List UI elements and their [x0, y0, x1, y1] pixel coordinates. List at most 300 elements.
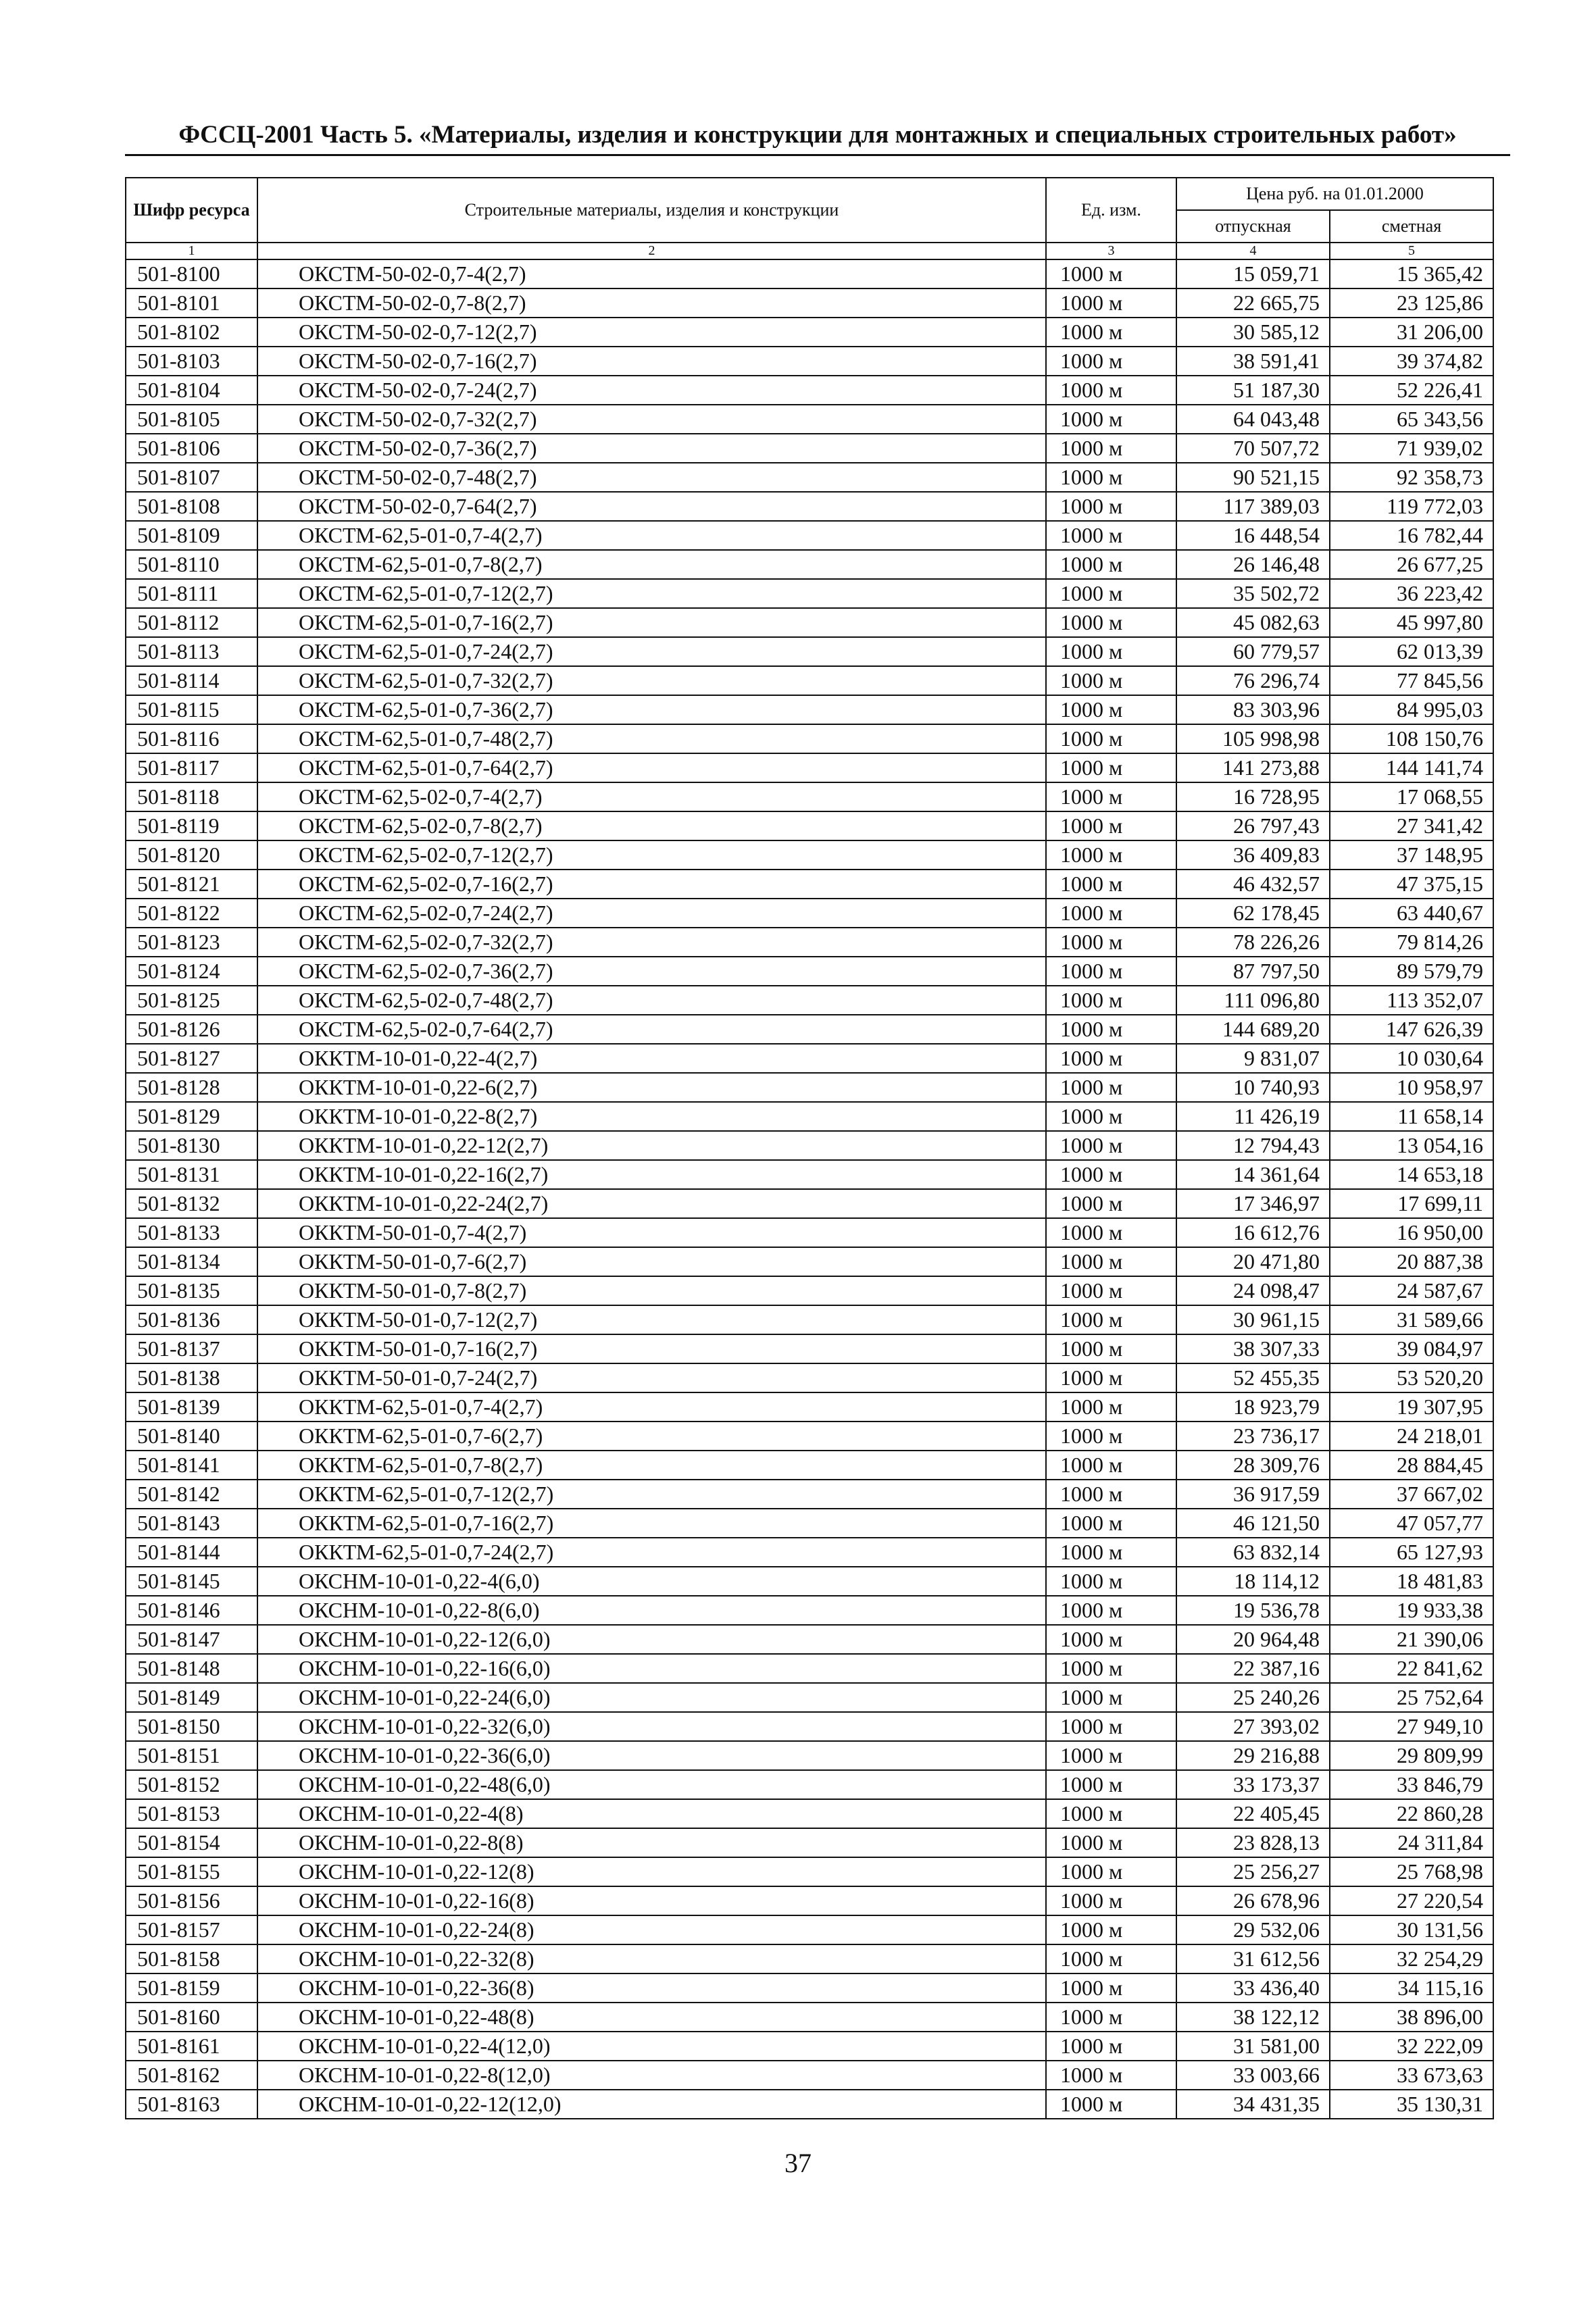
unit-cell: 1000 м	[1046, 1102, 1176, 1131]
unit-cell: 1000 м	[1046, 1044, 1176, 1073]
material-name-cell: ОККТМ-62,5-01-0,7-12(2,7)	[257, 1480, 1046, 1509]
release-price-cell: 26 678,96	[1176, 1886, 1330, 1915]
material-name-cell: ОКСТМ-50-02-0,7-8(2,7)	[257, 288, 1046, 318]
material-name-cell: ОККТМ-10-01-0,22-8(2,7)	[257, 1102, 1046, 1131]
resource-code-cell: 501-8160	[126, 2003, 257, 2032]
resource-code-cell: 501-8134	[126, 1247, 257, 1276]
column-number: 4	[1176, 243, 1330, 259]
material-name-cell: ОКСТМ-62,5-01-0,7-64(2,7)	[257, 753, 1046, 782]
table-row	[126, 492, 1493, 521]
table-row	[126, 2003, 1493, 2032]
estimate-price-cell: 22 860,28	[1330, 1799, 1493, 1828]
table-row	[126, 1596, 1493, 1625]
estimate-price-cell: 65 127,93	[1330, 1538, 1493, 1567]
release-price-cell: 76 296,74	[1176, 666, 1330, 695]
estimate-price-cell: 29 809,99	[1330, 1741, 1493, 1770]
release-price-cell: 63 832,14	[1176, 1538, 1330, 1567]
unit-cell: 1000 м	[1046, 1160, 1176, 1189]
unit-cell: 1000 м	[1046, 811, 1176, 840]
unit-cell: 1000 м	[1046, 1509, 1176, 1538]
resource-code-cell: 501-8133	[126, 1218, 257, 1247]
header-price-release: отпускная	[1176, 210, 1330, 243]
resource-code-cell: 501-8100	[126, 259, 257, 288]
unit-cell: 1000 м	[1046, 2032, 1176, 2061]
resource-code-cell: 501-8155	[126, 1857, 257, 1886]
material-name-cell: ОКСТМ-62,5-02-0,7-12(2,7)	[257, 840, 1046, 870]
release-price-cell: 17 346,97	[1176, 1189, 1330, 1218]
material-name-cell: ОКСНМ-10-01-0,22-32(6,0)	[257, 1712, 1046, 1741]
unit-cell: 1000 м	[1046, 2003, 1176, 2032]
price-table	[125, 177, 1494, 2119]
unit-cell: 1000 м	[1046, 724, 1176, 753]
release-price-cell: 30 585,12	[1176, 318, 1330, 347]
material-name-cell: ОККТМ-50-01-0,7-16(2,7)	[257, 1334, 1046, 1363]
table-row	[126, 1712, 1493, 1741]
table-row	[126, 666, 1493, 695]
unit-cell: 1000 м	[1046, 1538, 1176, 1567]
unit-cell: 1000 м	[1046, 1015, 1176, 1044]
resource-code-cell: 501-8149	[126, 1683, 257, 1712]
table-row	[126, 957, 1493, 986]
release-price-cell: 26 797,43	[1176, 811, 1330, 840]
unit-cell: 1000 м	[1046, 1305, 1176, 1334]
header-name: Строительные материалы, изделия и конструкции	[257, 178, 1046, 243]
material-name-cell: ОКСТМ-50-02-0,7-48(2,7)	[257, 463, 1046, 492]
unit-cell: 1000 м	[1046, 2090, 1176, 2119]
estimate-price-cell: 71 939,02	[1330, 434, 1493, 463]
estimate-price-cell: 39 374,82	[1330, 347, 1493, 376]
unit-cell: 1000 м	[1046, 318, 1176, 347]
release-price-cell: 144 689,20	[1176, 1015, 1330, 1044]
estimate-price-cell: 33 846,79	[1330, 1770, 1493, 1799]
material-name-cell: ОККТМ-62,5-01-0,7-8(2,7)	[257, 1451, 1046, 1480]
resource-code-cell: 501-8148	[126, 1654, 257, 1683]
estimate-price-cell: 15 365,42	[1330, 259, 1493, 288]
estimate-price-cell: 16 782,44	[1330, 521, 1493, 550]
unit-cell: 1000 м	[1046, 550, 1176, 579]
release-price-cell: 14 361,64	[1176, 1160, 1330, 1189]
table-row	[126, 724, 1493, 753]
table-row	[126, 1828, 1493, 1857]
release-price-cell: 20 471,80	[1176, 1247, 1330, 1276]
release-price-cell: 31 612,56	[1176, 1944, 1330, 1973]
resource-code-cell: 501-8144	[126, 1538, 257, 1567]
table-row	[126, 1625, 1493, 1654]
estimate-price-cell: 38 896,00	[1330, 2003, 1493, 2032]
release-price-cell: 64 043,48	[1176, 405, 1330, 434]
unit-cell: 1000 м	[1046, 1596, 1176, 1625]
unit-cell: 1000 м	[1046, 753, 1176, 782]
unit-cell: 1000 м	[1046, 1363, 1176, 1392]
table-row	[126, 986, 1493, 1015]
material-name-cell: ОКСНМ-10-01-0,22-36(8)	[257, 1973, 1046, 2003]
estimate-price-cell: 79 814,26	[1330, 928, 1493, 957]
resource-code-cell: 501-8153	[126, 1799, 257, 1828]
unit-cell: 1000 м	[1046, 1276, 1176, 1305]
release-price-cell: 33 173,37	[1176, 1770, 1330, 1799]
release-price-cell: 45 082,63	[1176, 608, 1330, 637]
resource-code-cell: 501-8130	[126, 1131, 257, 1160]
estimate-price-cell: 53 520,20	[1330, 1363, 1493, 1392]
estimate-price-cell: 47 057,77	[1330, 1509, 1493, 1538]
material-name-cell: ОКСНМ-10-01-0,22-8(12,0)	[257, 2061, 1046, 2090]
release-price-cell: 31 581,00	[1176, 2032, 1330, 2061]
release-price-cell: 36 409,83	[1176, 840, 1330, 870]
release-price-cell: 22 665,75	[1176, 288, 1330, 318]
release-price-cell: 10 740,93	[1176, 1073, 1330, 1102]
resource-code-cell: 501-8107	[126, 463, 257, 492]
unit-cell: 1000 м	[1046, 1973, 1176, 2003]
estimate-price-cell: 11 658,14	[1330, 1102, 1493, 1131]
table-row	[126, 579, 1493, 608]
resource-code-cell: 501-8135	[126, 1276, 257, 1305]
table-row	[126, 550, 1493, 579]
release-price-cell: 36 917,59	[1176, 1480, 1330, 1509]
table-row	[126, 288, 1493, 318]
unit-cell: 1000 м	[1046, 957, 1176, 986]
unit-cell: 1000 м	[1046, 1712, 1176, 1741]
resource-code-cell: 501-8123	[126, 928, 257, 957]
resource-code-cell: 501-8163	[126, 2090, 257, 2119]
release-price-cell: 25 240,26	[1176, 1683, 1330, 1712]
resource-code-cell: 501-8143	[126, 1509, 257, 1538]
unit-cell: 1000 м	[1046, 986, 1176, 1015]
resource-code-cell: 501-8131	[126, 1160, 257, 1189]
estimate-price-cell: 33 673,63	[1330, 2061, 1493, 2090]
release-price-cell: 26 146,48	[1176, 550, 1330, 579]
header-unit: Ед. изм.	[1046, 178, 1176, 243]
release-price-cell: 111 096,80	[1176, 986, 1330, 1015]
release-price-cell: 60 779,57	[1176, 637, 1330, 666]
material-name-cell: ОККТМ-10-01-0,22-24(2,7)	[257, 1189, 1046, 1218]
estimate-price-cell: 31 206,00	[1330, 318, 1493, 347]
release-price-cell: 46 121,50	[1176, 1509, 1330, 1538]
material-name-cell: ОКСТМ-62,5-01-0,7-32(2,7)	[257, 666, 1046, 695]
table-row	[126, 1915, 1493, 1944]
material-name-cell: ОККТМ-50-01-0,7-12(2,7)	[257, 1305, 1046, 1334]
resource-code-cell: 501-8157	[126, 1915, 257, 1944]
unit-cell: 1000 м	[1046, 1247, 1176, 1276]
table-row	[126, 1305, 1493, 1334]
unit-cell: 1000 м	[1046, 521, 1176, 550]
unit-cell: 1000 м	[1046, 1915, 1176, 1944]
resource-code-cell: 501-8161	[126, 2032, 257, 2061]
release-price-cell: 23 736,17	[1176, 1422, 1330, 1451]
unit-cell: 1000 м	[1046, 1625, 1176, 1654]
material-name-cell: ОКСТМ-62,5-01-0,7-24(2,7)	[257, 637, 1046, 666]
resource-code-cell: 501-8139	[126, 1392, 257, 1422]
unit-cell: 1000 м	[1046, 695, 1176, 724]
estimate-price-cell: 17 699,11	[1330, 1189, 1493, 1218]
resource-code-cell: 501-8121	[126, 870, 257, 899]
unit-cell: 1000 м	[1046, 288, 1176, 318]
material-name-cell: ОКСТМ-62,5-01-0,7-48(2,7)	[257, 724, 1046, 753]
resource-code-cell: 501-8159	[126, 1973, 257, 2003]
release-price-cell: 16 612,76	[1176, 1218, 1330, 1247]
resource-code-cell: 501-8138	[126, 1363, 257, 1392]
estimate-price-cell: 27 949,10	[1330, 1712, 1493, 1741]
table-row	[126, 521, 1493, 550]
estimate-price-cell: 77 845,56	[1330, 666, 1493, 695]
resource-code-cell: 501-8122	[126, 899, 257, 928]
unit-cell: 1000 м	[1046, 637, 1176, 666]
release-price-cell: 24 098,47	[1176, 1276, 1330, 1305]
estimate-price-cell: 34 115,16	[1330, 1973, 1493, 2003]
unit-cell: 1000 м	[1046, 1189, 1176, 1218]
material-name-cell: ОКСТМ-62,5-02-0,7-32(2,7)	[257, 928, 1046, 957]
release-price-cell: 90 521,15	[1176, 463, 1330, 492]
estimate-price-cell: 14 653,18	[1330, 1160, 1493, 1189]
resource-code-cell: 501-8150	[126, 1712, 257, 1741]
release-price-cell: 20 964,48	[1176, 1625, 1330, 1654]
unit-cell: 1000 м	[1046, 1944, 1176, 1973]
table-row	[126, 1015, 1493, 1044]
estimate-price-cell: 35 130,31	[1330, 2090, 1493, 2119]
table-row	[126, 1276, 1493, 1305]
table-row	[126, 347, 1493, 376]
estimate-price-cell: 16 950,00	[1330, 1218, 1493, 1247]
estimate-price-cell: 147 626,39	[1330, 1015, 1493, 1044]
material-name-cell: ОКСНМ-10-01-0,22-8(8)	[257, 1828, 1046, 1857]
release-price-cell: 38 307,33	[1176, 1334, 1330, 1363]
release-price-cell: 22 405,45	[1176, 1799, 1330, 1828]
table-row	[126, 1538, 1493, 1567]
material-name-cell: ОКСНМ-10-01-0,22-4(8)	[257, 1799, 1046, 1828]
release-price-cell: 105 998,98	[1176, 724, 1330, 753]
unit-cell: 1000 м	[1046, 1683, 1176, 1712]
estimate-price-cell: 63 440,67	[1330, 899, 1493, 928]
release-price-cell: 30 961,15	[1176, 1305, 1330, 1334]
column-number: 3	[1046, 243, 1176, 259]
material-name-cell: ОККТМ-50-01-0,7-6(2,7)	[257, 1247, 1046, 1276]
unit-cell: 1000 м	[1046, 928, 1176, 957]
table-row	[126, 1451, 1493, 1480]
estimate-price-cell: 27 341,42	[1330, 811, 1493, 840]
estimate-price-cell: 30 131,56	[1330, 1915, 1493, 1944]
resource-code-cell: 501-8127	[126, 1044, 257, 1073]
release-price-cell: 29 216,88	[1176, 1741, 1330, 1770]
header-rule	[125, 154, 1510, 156]
material-name-cell: ОКСНМ-10-01-0,22-48(8)	[257, 2003, 1046, 2032]
table-row	[126, 840, 1493, 870]
material-name-cell: ОКСНМ-10-01-0,22-16(6,0)	[257, 1654, 1046, 1683]
table-row	[126, 1044, 1493, 1073]
material-name-cell: ОКСНМ-10-01-0,22-12(6,0)	[257, 1625, 1046, 1654]
unit-cell: 1000 м	[1046, 1567, 1176, 1596]
material-name-cell: ОККТМ-10-01-0,22-4(2,7)	[257, 1044, 1046, 1073]
table-row	[126, 2090, 1493, 2119]
release-price-cell: 141 273,88	[1176, 753, 1330, 782]
unit-cell: 1000 м	[1046, 666, 1176, 695]
table-row	[126, 1886, 1493, 1915]
material-name-cell: ОКСНМ-10-01-0,22-12(12,0)	[257, 2090, 1046, 2119]
estimate-price-cell: 28 884,45	[1330, 1451, 1493, 1480]
unit-cell: 1000 м	[1046, 899, 1176, 928]
estimate-price-cell: 144 141,74	[1330, 753, 1493, 782]
material-name-cell: ОКСТМ-62,5-02-0,7-4(2,7)	[257, 782, 1046, 811]
estimate-price-cell: 119 772,03	[1330, 492, 1493, 521]
material-name-cell: ОКСТМ-62,5-02-0,7-24(2,7)	[257, 899, 1046, 928]
table-row	[126, 1073, 1493, 1102]
resource-code-cell: 501-8105	[126, 405, 257, 434]
header-price-estimate: сметная	[1330, 210, 1493, 243]
unit-cell: 1000 м	[1046, 782, 1176, 811]
table-row	[126, 928, 1493, 957]
table-row	[126, 1944, 1493, 1973]
table-row	[126, 1102, 1493, 1131]
material-name-cell: ОКСНМ-10-01-0,22-24(6,0)	[257, 1683, 1046, 1712]
table-row	[126, 376, 1493, 405]
material-name-cell: ОККТМ-10-01-0,22-6(2,7)	[257, 1073, 1046, 1102]
material-name-cell: ОКСНМ-10-01-0,22-16(8)	[257, 1886, 1046, 1915]
table-row	[126, 1422, 1493, 1451]
material-name-cell: ОКСТМ-50-02-0,7-36(2,7)	[257, 434, 1046, 463]
release-price-cell: 38 591,41	[1176, 347, 1330, 376]
estimate-price-cell: 31 589,66	[1330, 1305, 1493, 1334]
release-price-cell: 25 256,27	[1176, 1857, 1330, 1886]
resource-code-cell: 501-8112	[126, 608, 257, 637]
unit-cell: 1000 м	[1046, 259, 1176, 288]
release-price-cell: 87 797,50	[1176, 957, 1330, 986]
resource-code-cell: 501-8154	[126, 1828, 257, 1857]
table-row	[126, 1160, 1493, 1189]
release-price-cell: 46 432,57	[1176, 870, 1330, 899]
estimate-price-cell: 25 752,64	[1330, 1683, 1493, 1712]
unit-cell: 1000 м	[1046, 492, 1176, 521]
material-name-cell: ОККТМ-50-01-0,7-8(2,7)	[257, 1276, 1046, 1305]
material-name-cell: ОКСТМ-50-02-0,7-4(2,7)	[257, 259, 1046, 288]
release-price-cell: 16 728,95	[1176, 782, 1330, 811]
material-name-cell: ОККТМ-50-01-0,7-4(2,7)	[257, 1218, 1046, 1247]
material-name-cell: ОКСНМ-10-01-0,22-12(8)	[257, 1857, 1046, 1886]
table-row	[126, 2032, 1493, 2061]
material-name-cell: ОКСНМ-10-01-0,22-4(12,0)	[257, 2032, 1046, 2061]
table-row	[126, 1799, 1493, 1828]
resource-code-cell: 501-8142	[126, 1480, 257, 1509]
estimate-price-cell: 84 995,03	[1330, 695, 1493, 724]
resource-code-cell: 501-8113	[126, 637, 257, 666]
table-row	[126, 811, 1493, 840]
table-row	[126, 463, 1493, 492]
material-name-cell: ОККТМ-10-01-0,22-12(2,7)	[257, 1131, 1046, 1160]
resource-code-cell: 501-8158	[126, 1944, 257, 1973]
release-price-cell: 23 828,13	[1176, 1828, 1330, 1857]
table-row	[126, 318, 1493, 347]
resource-code-cell: 501-8120	[126, 840, 257, 870]
material-name-cell: ОКСНМ-10-01-0,22-32(8)	[257, 1944, 1046, 1973]
material-name-cell: ОККТМ-50-01-0,7-24(2,7)	[257, 1363, 1046, 1392]
release-price-cell: 12 794,43	[1176, 1131, 1330, 1160]
material-name-cell: ОКСТМ-62,5-01-0,7-16(2,7)	[257, 608, 1046, 637]
estimate-price-cell: 32 254,29	[1330, 1944, 1493, 1973]
column-number: 2	[257, 243, 1046, 259]
release-price-cell: 29 532,06	[1176, 1915, 1330, 1944]
unit-cell: 1000 м	[1046, 1654, 1176, 1683]
estimate-price-cell: 62 013,39	[1330, 637, 1493, 666]
resource-code-cell: 501-8147	[126, 1625, 257, 1654]
resource-code-cell: 501-8114	[126, 666, 257, 695]
resource-code-cell: 501-8111	[126, 579, 257, 608]
table-row	[126, 405, 1493, 434]
estimate-price-cell: 92 358,73	[1330, 463, 1493, 492]
release-price-cell: 11 426,19	[1176, 1102, 1330, 1131]
material-name-cell: ОКСНМ-10-01-0,22-36(6,0)	[257, 1741, 1046, 1770]
unit-cell: 1000 м	[1046, 1480, 1176, 1509]
resource-code-cell: 501-8128	[126, 1073, 257, 1102]
table-row	[126, 1741, 1493, 1770]
resource-code-cell: 501-8125	[126, 986, 257, 1015]
estimate-price-cell: 52 226,41	[1330, 376, 1493, 405]
estimate-price-cell: 108 150,76	[1330, 724, 1493, 753]
release-price-cell: 18 923,79	[1176, 1392, 1330, 1422]
table-row	[126, 1334, 1493, 1363]
material-name-cell: ОККТМ-62,5-01-0,7-16(2,7)	[257, 1509, 1046, 1538]
material-name-cell: ОКСТМ-62,5-02-0,7-8(2,7)	[257, 811, 1046, 840]
unit-cell: 1000 м	[1046, 405, 1176, 434]
estimate-price-cell: 17 068,55	[1330, 782, 1493, 811]
release-price-cell: 33 003,66	[1176, 2061, 1330, 2090]
material-name-cell: ОКСТМ-62,5-01-0,7-36(2,7)	[257, 695, 1046, 724]
unit-cell: 1000 м	[1046, 608, 1176, 637]
material-name-cell: ОКСТМ-62,5-02-0,7-48(2,7)	[257, 986, 1046, 1015]
page-number: 37	[784, 2148, 812, 2178]
table-row	[126, 1480, 1493, 1509]
estimate-price-cell: 19 933,38	[1330, 1596, 1493, 1625]
resource-code-cell: 501-8101	[126, 288, 257, 318]
release-price-cell: 15 059,71	[1176, 259, 1330, 288]
release-price-cell: 18 114,12	[1176, 1567, 1330, 1596]
unit-cell: 1000 м	[1046, 1886, 1176, 1915]
table-row	[126, 608, 1493, 637]
material-name-cell: ОКСТМ-62,5-02-0,7-64(2,7)	[257, 1015, 1046, 1044]
estimate-price-cell: 45 997,80	[1330, 608, 1493, 637]
material-name-cell: ОКСНМ-10-01-0,22-4(6,0)	[257, 1567, 1046, 1596]
release-price-cell: 83 303,96	[1176, 695, 1330, 724]
resource-code-cell: 501-8137	[126, 1334, 257, 1363]
estimate-price-cell: 65 343,56	[1330, 405, 1493, 434]
estimate-price-cell: 113 352,07	[1330, 986, 1493, 1015]
resource-code-cell: 501-8146	[126, 1596, 257, 1625]
estimate-price-cell: 19 307,95	[1330, 1392, 1493, 1422]
estimate-price-cell: 13 054,16	[1330, 1131, 1493, 1160]
column-numbers-row	[126, 243, 1493, 259]
estimate-price-cell: 47 375,15	[1330, 870, 1493, 899]
material-name-cell: ОКСТМ-62,5-01-0,7-12(2,7)	[257, 579, 1046, 608]
table-row	[126, 1973, 1493, 2003]
table-row	[126, 637, 1493, 666]
resource-code-cell: 501-8152	[126, 1770, 257, 1799]
material-name-cell: ОКСНМ-10-01-0,22-24(8)	[257, 1915, 1046, 1944]
release-price-cell: 62 178,45	[1176, 899, 1330, 928]
page-header: ФССЦ-2001 Часть 5. «Материалы, изделия и конструкции для монтажных и специальных строительных работ»	[178, 121, 1457, 149]
resource-code-cell: 501-8156	[126, 1886, 257, 1915]
unit-cell: 1000 м	[1046, 463, 1176, 492]
resource-code-cell: 501-8162	[126, 2061, 257, 2090]
release-price-cell: 38 122,12	[1176, 2003, 1330, 2032]
material-name-cell: ОКСТМ-62,5-02-0,7-36(2,7)	[257, 957, 1046, 986]
table-row	[126, 870, 1493, 899]
estimate-price-cell: 37 148,95	[1330, 840, 1493, 870]
table-row	[126, 1392, 1493, 1422]
release-price-cell: 51 187,30	[1176, 376, 1330, 405]
unit-cell: 1000 м	[1046, 1770, 1176, 1799]
table-row	[126, 899, 1493, 928]
column-number: 1	[126, 243, 257, 259]
material-name-cell: ОКСТМ-50-02-0,7-16(2,7)	[257, 347, 1046, 376]
resource-code-cell: 501-8119	[126, 811, 257, 840]
unit-cell: 1000 м	[1046, 1799, 1176, 1828]
release-price-cell: 34 431,35	[1176, 2090, 1330, 2119]
